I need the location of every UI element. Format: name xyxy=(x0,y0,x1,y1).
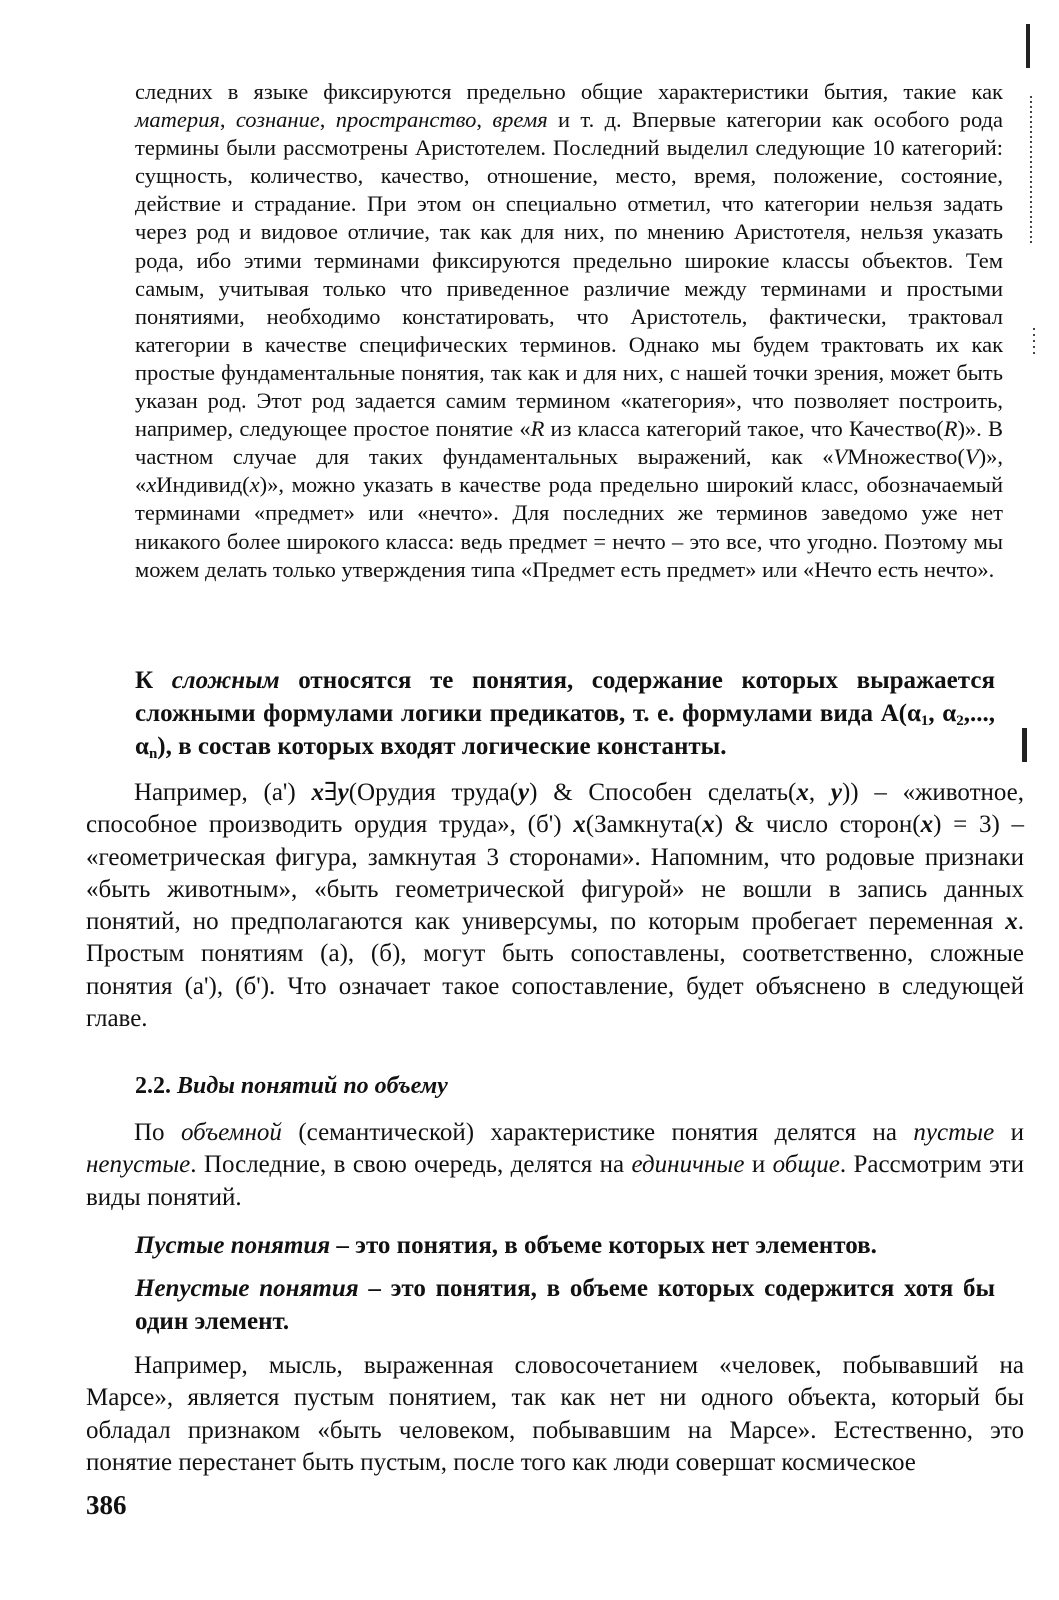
paragraph-empty-example: Например, мысль, выраженная словосочетанием «человек, побывавший на Марсе», является пустым понятием, так как нет ни одного объекта, который бы обладал признаком «быть человеком, побывавшим на Марсе». Естественно, это понятие перестанет быть пустым, после того как люди совершат космическое xyxy=(86,1352,1024,1476)
binding-edge-mark xyxy=(1033,328,1035,358)
text-run: (Замкнута( xyxy=(585,811,703,839)
variable: x xyxy=(1005,908,1018,936)
text-run: , α xyxy=(928,700,957,727)
section-title: Виды понятий по объему xyxy=(177,1073,448,1099)
quantifier-symbol: ∃ xyxy=(324,779,338,806)
section-heading xyxy=(135,1073,448,1100)
text-run: Множество( xyxy=(847,444,965,470)
text-run: – это понятия, в объеме которых нет элементов. xyxy=(330,1232,877,1259)
variable: x xyxy=(796,779,809,806)
text-run: относятся те понятия, содержание которых выражается сложными формулами логики предикатов, т. е. формулами вида A(α xyxy=(135,667,995,727)
text-run: , xyxy=(808,779,831,806)
italic-variable: V xyxy=(964,444,979,470)
italic-term: общие xyxy=(772,1151,840,1179)
italic-variable: R xyxy=(530,416,545,442)
italic-term: пустые xyxy=(913,1119,995,1146)
italic-variable: x xyxy=(249,472,260,498)
variable: x xyxy=(920,811,934,839)
binding-edge-mark xyxy=(1030,96,1032,246)
text-run: и xyxy=(994,1119,1024,1146)
text-run: )», « xyxy=(135,444,1003,498)
variable: x xyxy=(702,811,715,839)
italic-variable: x xyxy=(146,472,157,498)
text-run: По xyxy=(134,1119,181,1146)
text-run: . Рассмотрим эти виды понятий. xyxy=(86,1151,1024,1211)
italic-term: материя xyxy=(135,107,220,133)
text-run: ,..., α xyxy=(135,700,995,760)
italic-term: сознание xyxy=(235,107,320,133)
defined-term: сложным xyxy=(171,667,280,694)
text-run: , xyxy=(219,107,236,133)
text-run: и т. д. Впервые категории как особого рода термины были рассмотрены Аристотелем. Последний выделил следующие 10 категорий: сущность, количество, качество, отношение, место, время, положение, состояние, действие и страдание. При этом он специально отметил, что категории нельзя задать через род и видовое отличие, так как для них, по мнению Аристотеля, нельзя указать рода, ибо этими терминами фиксируются предельно широкие классы объектов. Тем самым, учитывая только что приведенное различие между терминами и простыми понятиями, необходимо констатировать, что Аристотель, фактически, трактовал категории в качестве специфических терминов. Однако мы будем трактовать их как простые фундаментальные понятия, так как и для них, с нашей точки зрения, может быть указан род. Этот род задается самим термином «категория», что позволяет построить, например, следующее простое понятие « xyxy=(135,107,1004,442)
defined-term: Пустые понятия xyxy=(135,1232,331,1259)
text-run: – это понятия, в объеме которых содержится хотя бы один элемент. xyxy=(135,1275,995,1335)
subscript: 2 xyxy=(956,712,964,729)
text-run: Индивид( xyxy=(156,472,250,498)
text-run: ) = 3) – «геометрическая фигура, замкнутая 3 сторонами». Напомним, что родовые признаки «быть животным», «быть геометрической фигурой» не вошли в запись данных понятий, но предполагаются как универсумы, по которым пробегает переменная xyxy=(86,811,1024,936)
paragraph-volume-types xyxy=(86,1117,1024,1214)
italic-term: непустые xyxy=(86,1151,191,1179)
italic-term: единичные xyxy=(631,1151,745,1179)
binding-edge-mark xyxy=(1026,24,1030,68)
italic-variable: V xyxy=(833,444,848,470)
text-run: , xyxy=(319,107,336,133)
variable: x xyxy=(573,811,586,839)
variable: y xyxy=(830,779,842,806)
section-number: 2.2. xyxy=(135,1073,177,1099)
text-run: следних в языке фиксируются предельно общие характеристики бытия, такие как xyxy=(135,79,1003,104)
paragraph-categories xyxy=(135,78,1003,584)
text-run: ) & Способен сделать( xyxy=(529,779,797,806)
text-run: . Последние, в свою очередь, делятся на xyxy=(190,1151,632,1179)
variable: y xyxy=(518,779,530,806)
text-run: )) – «животное, способное производить орудия труда», (б') xyxy=(86,779,1025,839)
text-run: К xyxy=(135,667,172,694)
defined-term: Непустые понятия xyxy=(135,1275,359,1302)
text-run: ) & число сторон( xyxy=(714,811,921,839)
definition-empty-concepts xyxy=(135,1229,995,1262)
text-run: и xyxy=(744,1151,773,1179)
text-run: )». В частном случае для таких фундаментальных выражений, как « xyxy=(135,416,1004,470)
italic-term: объемной xyxy=(180,1119,282,1146)
variable: y xyxy=(337,779,349,806)
definition-nonempty-concepts xyxy=(135,1272,995,1338)
text-run: )», можно указать в качестве рода предельно широкий класс, обозначаемый терминами «предмет» или «нечто». Для последних же терминов заведомо уже нет никакого более широкого класса: ведь предмет = нечто – это все, что угодно. Поэтому мы можем делать только утверждения типа «Предмет есть предмет» или «Нечто есть нечто». xyxy=(135,472,1003,582)
italic-term: время xyxy=(492,107,548,133)
subscript: n xyxy=(148,745,158,762)
text-run: Например, (а') xyxy=(134,779,312,806)
italic-term: пространство xyxy=(335,107,477,133)
text-run: (семантической) характеристике понятия делятся на xyxy=(281,1119,914,1146)
subscript: 1 xyxy=(920,712,929,729)
text-run: из класса категорий такое, что Качество( xyxy=(544,416,944,442)
page-number: 386 xyxy=(86,1490,127,1520)
paragraph-complex-examples xyxy=(86,777,1024,1035)
definition-complex-concepts xyxy=(135,664,995,763)
text-run: ), в состав которых входят логические константы. xyxy=(157,733,727,760)
text-run: . Простым понятиям (а), (б), могут быть сопоставлены, соответственно, сложные понятия (а'), (б'). Что означает такое сопоставление, будет объяснено в следующей главе. xyxy=(86,908,1024,1033)
text-run: , xyxy=(476,107,493,133)
binding-edge-mark xyxy=(1022,728,1027,762)
italic-variable: R xyxy=(943,416,958,442)
variable: x xyxy=(311,779,325,806)
text-run: (Орудия труда( xyxy=(348,779,519,806)
